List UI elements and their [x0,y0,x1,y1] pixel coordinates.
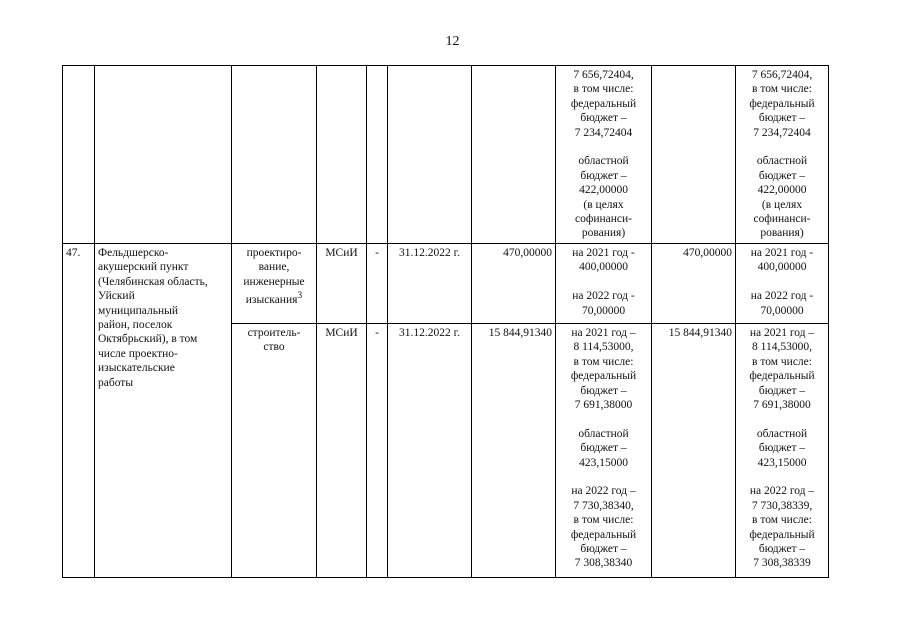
object-name-cell: Фельдшерско- акушерский пункт (Челябинская область, Уйский муниципальный район, поселок Октябрьский), в том числе проектно- изыскательские работы [95,243,232,577]
financing-cell: на 2021 год – 8 114,53000, в том числе: федеральный бюджет – 7 691,38000 областной бюджет – 423,15000 на 2022 год – 7 730,38340, в том числе: федеральный бюджет – 7 308,38340 [556,323,652,577]
table-row [63,66,829,244]
cost-cell [472,66,556,244]
limit-cell: 470,00000 [652,243,736,323]
object-name-cell [95,66,232,244]
date-cell: 31.12.2022 г. [388,323,472,577]
footnote-marker: 3 [297,290,303,302]
financing-cell-2: на 2021 год - 400,00000 на 2022 год - 70,00000 [736,243,829,323]
row-number-cell: 47. [63,243,95,577]
customer-cell [317,66,367,244]
page-number: 12 [445,34,460,49]
stage-cell [232,243,317,323]
cost-cell: 15 844,91340 [472,323,556,577]
dash-cell [367,66,388,244]
financing-cell: 7 656,72404, в том числе: федеральный бюджет – 7 234,72404 областной бюджет – 422,00000 (в целях софинанси- рования) [556,66,652,244]
customer-cell: МСиИ [317,323,367,577]
stage-cell: строитель- ство [232,323,317,577]
financing-table [62,65,829,578]
date-cell [388,66,472,244]
date-cell: 31.12.2022 г. [388,243,472,323]
dash-cell: - [367,243,388,323]
financing-cell-2: 7 656,72404, в том числе: федеральный бюджет – 7 234,72404 областной бюджет – 422,00000 (в целях софинанси- рования) [736,66,829,244]
stage-cell [232,66,317,244]
dash-cell: - [367,323,388,577]
limit-cell: 15 844,91340 [652,323,736,577]
stage-text: проектиро- вание, инженерные изыскания [243,246,305,306]
cost-cell: 470,00000 [472,243,556,323]
limit-cell [652,66,736,244]
financing-cell: на 2021 год - 400,00000 на 2022 год - 70,00000 [556,243,652,323]
customer-cell: МСиИ [317,243,367,323]
table-row [63,243,829,323]
financing-cell-2: на 2021 год – 8 114,53000, в том числе: федеральный бюджет – 7 691,38000 областной бюджет – 423,15000 на 2022 год – 7 730,38339, в том числе: федеральный бюджет – 7 308,38339 [736,323,829,577]
row-number-cell [63,66,95,244]
